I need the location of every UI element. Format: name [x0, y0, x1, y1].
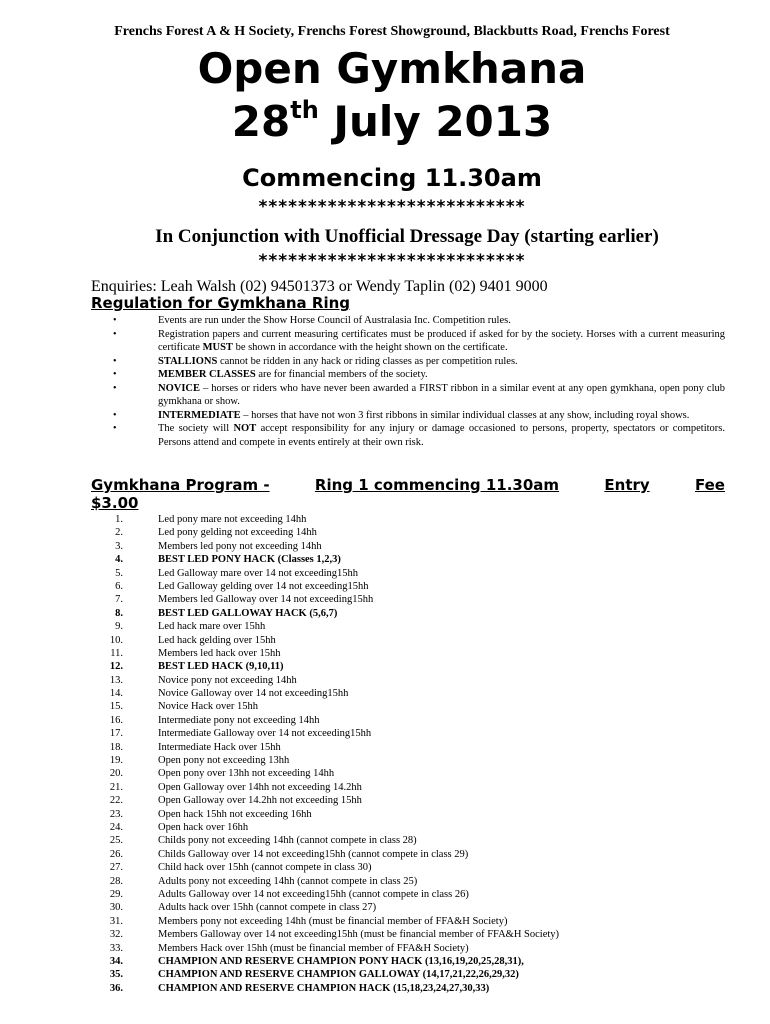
class-number: 11.: [110, 647, 123, 659]
class-item: [91, 968, 731, 981]
class-number: 36.: [109, 982, 123, 994]
regulation-rule: [91, 422, 725, 449]
class-item: [91, 821, 731, 834]
class-name: CHAMPION AND RESERVE CHAMPION HACK (15,18,23,24,27,30,33): [158, 982, 490, 994]
class-number: 32.: [109, 929, 123, 941]
class-item: [91, 687, 731, 700]
class-name: Adults pony not exceeding 14hh (cannot compete in class 25): [158, 875, 418, 887]
bullet-icon: •: [113, 423, 117, 434]
class-name: Members led Galloway over 14 not exceeding15hh: [158, 594, 374, 606]
class-number: 20.: [109, 768, 123, 780]
class-item: [91, 700, 731, 713]
class-item: [91, 647, 731, 660]
class-name: Intermediate pony not exceeding 14hh: [158, 714, 320, 726]
class-item: [91, 553, 731, 566]
bullet-icon: •: [113, 315, 117, 326]
event-date: [0, 97, 770, 147]
class-name: Led hack mare over 15hh: [158, 621, 266, 633]
class-number: 9.: [115, 621, 123, 633]
class-name: Members Galloway over 14 not exceeding15hh (must be financial member of FFA&H Society): [158, 929, 560, 941]
rule-text: The society will: [158, 423, 234, 434]
class-item: [91, 901, 731, 914]
event-title: Open Gymkhana: [197, 44, 587, 93]
commencing-time: Commencing 11.30am: [242, 164, 542, 192]
class-number: 4.: [115, 554, 123, 566]
class-item: [91, 942, 731, 955]
conjunction-note: In Conjunction with Unofficial Dressage Day (starting earlier): [155, 226, 659, 247]
class-item: [91, 754, 731, 767]
regulation-rule: [91, 314, 725, 328]
program-heading: [91, 476, 725, 512]
class-number: 26.: [109, 848, 123, 860]
rule-text: cannot be ridden in any hack or riding classes as per competition rules.: [217, 355, 518, 367]
class-number: 2.: [115, 527, 123, 539]
class-name: Led pony gelding not exceeding 14hh: [158, 527, 317, 539]
class-item: [91, 513, 731, 526]
regulation-rule: [91, 368, 725, 382]
stars-divider-bottom: ***************************: [258, 251, 526, 271]
event-date-suffix: th: [290, 96, 319, 124]
rule-emphasis: STALLIONS: [158, 355, 218, 367]
rule-text: – horses that have not won 3 first ribbons in similar individual classes at any show, including royal shows.: [240, 409, 690, 421]
class-name: Open Galloway over 14.2hh not exceeding 15hh: [158, 795, 362, 807]
class-name: Led Galloway mare over 14 not exceeding15hh: [158, 567, 359, 579]
class-number: 21.: [109, 781, 123, 793]
program-heading-title: Gymkhana Program -: [91, 476, 270, 494]
class-item: [91, 848, 731, 861]
class-name: Open pony over 13hh not exceeding 14hh: [158, 768, 335, 780]
class-item: [91, 794, 731, 807]
class-item: [91, 714, 731, 727]
class-item: [91, 540, 731, 553]
class-name: Led pony mare not exceeding 14hh: [158, 514, 307, 525]
stars-divider-top: ***************************: [258, 197, 526, 217]
class-name: Adults hack over 15hh (cannot compete in class 27): [158, 902, 377, 914]
class-number: 35.: [109, 969, 123, 981]
class-item: [91, 767, 731, 780]
regulation-rule: [91, 382, 725, 409]
class-name: CHAMPION AND RESERVE CHAMPION PONY HACK (13,16,19,20,25,28,31),: [158, 955, 524, 967]
class-name: Novice pony not exceeding 14hh: [158, 674, 297, 686]
class-number: 34.: [109, 955, 123, 967]
rule-text: Events are run under the Show Horse Council of Australasia Inc. Competition rules.: [158, 315, 511, 326]
class-item: [91, 660, 731, 673]
class-list: [91, 513, 731, 995]
class-number: 22.: [109, 795, 123, 807]
class-item: [91, 915, 731, 928]
class-number: 23.: [109, 808, 123, 820]
class-name: Open pony not exceeding 13hh: [158, 755, 290, 767]
class-name: Novice Hack over 15hh: [158, 701, 259, 713]
rule-emphasis: NOVICE: [158, 382, 201, 394]
class-name: Led hack gelding over 15hh: [158, 634, 276, 646]
rule-text: Registration papers and current measuring certificates must be produced if asked for by the society. Horses with a current measuring certificate: [158, 328, 725, 353]
bullet-icon: •: [113, 409, 117, 421]
class-name: BEST LED GALLOWAY HACK (5,6,7): [158, 607, 338, 619]
class-number: 18.: [109, 741, 123, 753]
class-name: Intermediate Galloway over 14 not exceeding15hh: [158, 728, 372, 740]
class-number: 15.: [109, 701, 123, 713]
rule-text: are for financial members of the society.: [255, 369, 428, 380]
class-number: 12.: [109, 661, 123, 673]
class-number: 5.: [115, 567, 123, 579]
class-number: 8.: [115, 607, 123, 619]
class-item: [91, 727, 731, 740]
class-name: BEST LED HACK (9,10,11): [158, 661, 284, 673]
enquiries-line: Enquiries: Leah Walsh (02) 94501373 or Wendy Taplin (02) 9401 9000: [91, 278, 548, 295]
class-name: Childs pony not exceeding 14hh (cannot compete in class 28): [158, 835, 417, 847]
bullet-icon: •: [113, 328, 117, 340]
class-name: Led Galloway gelding over 14 not exceeding15hh: [158, 580, 369, 592]
class-number: 27.: [109, 862, 123, 874]
class-name: Novice Galloway over 14 not exceeding15hh: [158, 688, 349, 700]
program-heading-entry: Entry: [604, 476, 650, 494]
event-date-day: 28: [231, 97, 291, 146]
venue-line: Frenchs Forest A & H Society, Frenchs Forest Showground, Blackbutts Road, Frenchs Forest: [114, 24, 670, 39]
class-item: [91, 526, 731, 539]
class-number: 7.: [115, 594, 123, 606]
rule-emphasis: NOT: [233, 423, 257, 434]
class-number: 3.: [115, 540, 123, 552]
class-item: [91, 674, 731, 687]
program-heading-fee: Fee: [695, 476, 725, 494]
class-number: 13.: [109, 674, 123, 686]
class-number: 16.: [109, 714, 123, 726]
class-number: 17.: [109, 728, 123, 740]
class-item: [91, 741, 731, 754]
rule-text: – horses or riders who have never been awarded a FIRST ribbon in a similar event at any open gymkhana, open pony club gymkhana or show.: [158, 382, 725, 407]
class-item: [91, 567, 731, 580]
class-number: 14.: [109, 688, 123, 700]
class-number: 10.: [109, 634, 123, 646]
class-name: Members led pony not exceeding 14hh: [158, 540, 322, 552]
regulation-list: [91, 314, 725, 449]
class-number: 28.: [109, 875, 123, 887]
program-heading-ring: Ring 1 commencing 11.30am: [314, 476, 560, 494]
class-number: 24.: [109, 821, 123, 833]
class-item: [91, 928, 731, 941]
class-number: 30.: [109, 902, 123, 914]
class-number: 1.: [115, 514, 123, 525]
class-name: Members led hack over 15hh: [158, 647, 281, 659]
class-number: 25.: [109, 835, 123, 847]
class-item: [91, 834, 731, 847]
regulation-rule: [91, 355, 725, 369]
class-number: 31.: [109, 915, 123, 927]
regulation-rule: [91, 328, 725, 355]
class-item: [91, 607, 731, 620]
class-item: [91, 580, 731, 593]
class-item: [91, 875, 731, 888]
bullet-icon: •: [113, 355, 117, 367]
class-item: [91, 781, 731, 794]
class-name: Open hack over 16hh: [158, 821, 249, 833]
class-number: 19.: [109, 755, 123, 767]
class-name: Child hack over 15hh (cannot compete in class 30): [158, 862, 372, 874]
class-name: BEST LED PONY HACK (Classes 1,2,3): [158, 554, 341, 566]
class-item: [91, 888, 731, 901]
rule-emphasis: MEMBER CLASSES: [158, 369, 256, 380]
class-name: Members pony not exceeding 14hh (must be financial member of FFA&H Society): [158, 915, 508, 927]
event-date-month-year: July 2013: [333, 97, 553, 146]
regulation-heading: Regulation for Gymkhana Ring: [91, 294, 350, 312]
class-item: [91, 982, 731, 995]
program-entry-fee: $3.00: [91, 494, 139, 512]
rule-text: accept responsibility for any injury or damage occasioned to persons, property, spectators or competitors. Persons attend and compete in events entirely at their own risk.: [158, 423, 725, 448]
class-item: [91, 634, 731, 647]
class-name: Members Hack over 15hh (must be financial member of FFA&H Society): [158, 942, 469, 954]
class-name: Open hack 15hh not exceeding 16hh: [158, 808, 312, 820]
class-name: Intermediate Hack over 15hh: [158, 741, 281, 753]
rule-emphasis: INTERMEDIATE: [158, 409, 241, 421]
class-name: Childs Galloway over 14 not exceeding15hh (cannot compete in class 29): [158, 848, 469, 860]
bullet-icon: •: [113, 369, 117, 380]
class-number: 29.: [109, 888, 123, 900]
bullet-icon: •: [113, 382, 117, 394]
class-item: [91, 620, 731, 633]
class-item: [91, 955, 731, 968]
class-number: 33.: [109, 942, 123, 954]
class-name: Open Galloway over 14hh not exceeding 14.2hh: [158, 781, 362, 793]
rule-text: be shown in accordance with the height shown on the certificate.: [232, 342, 508, 353]
rule-emphasis: MUST: [202, 342, 233, 353]
class-item: [91, 861, 731, 874]
class-name: CHAMPION AND RESERVE CHAMPION GALLOWAY (14,17,21,22,26,29,32): [158, 969, 519, 981]
class-number: 6.: [115, 580, 123, 592]
class-item: [91, 808, 731, 821]
regulation-rule: [91, 409, 725, 423]
class-name: Adults Galloway over 14 not exceeding15hh (cannot compete in class 26): [158, 888, 469, 900]
class-item: [91, 593, 731, 606]
